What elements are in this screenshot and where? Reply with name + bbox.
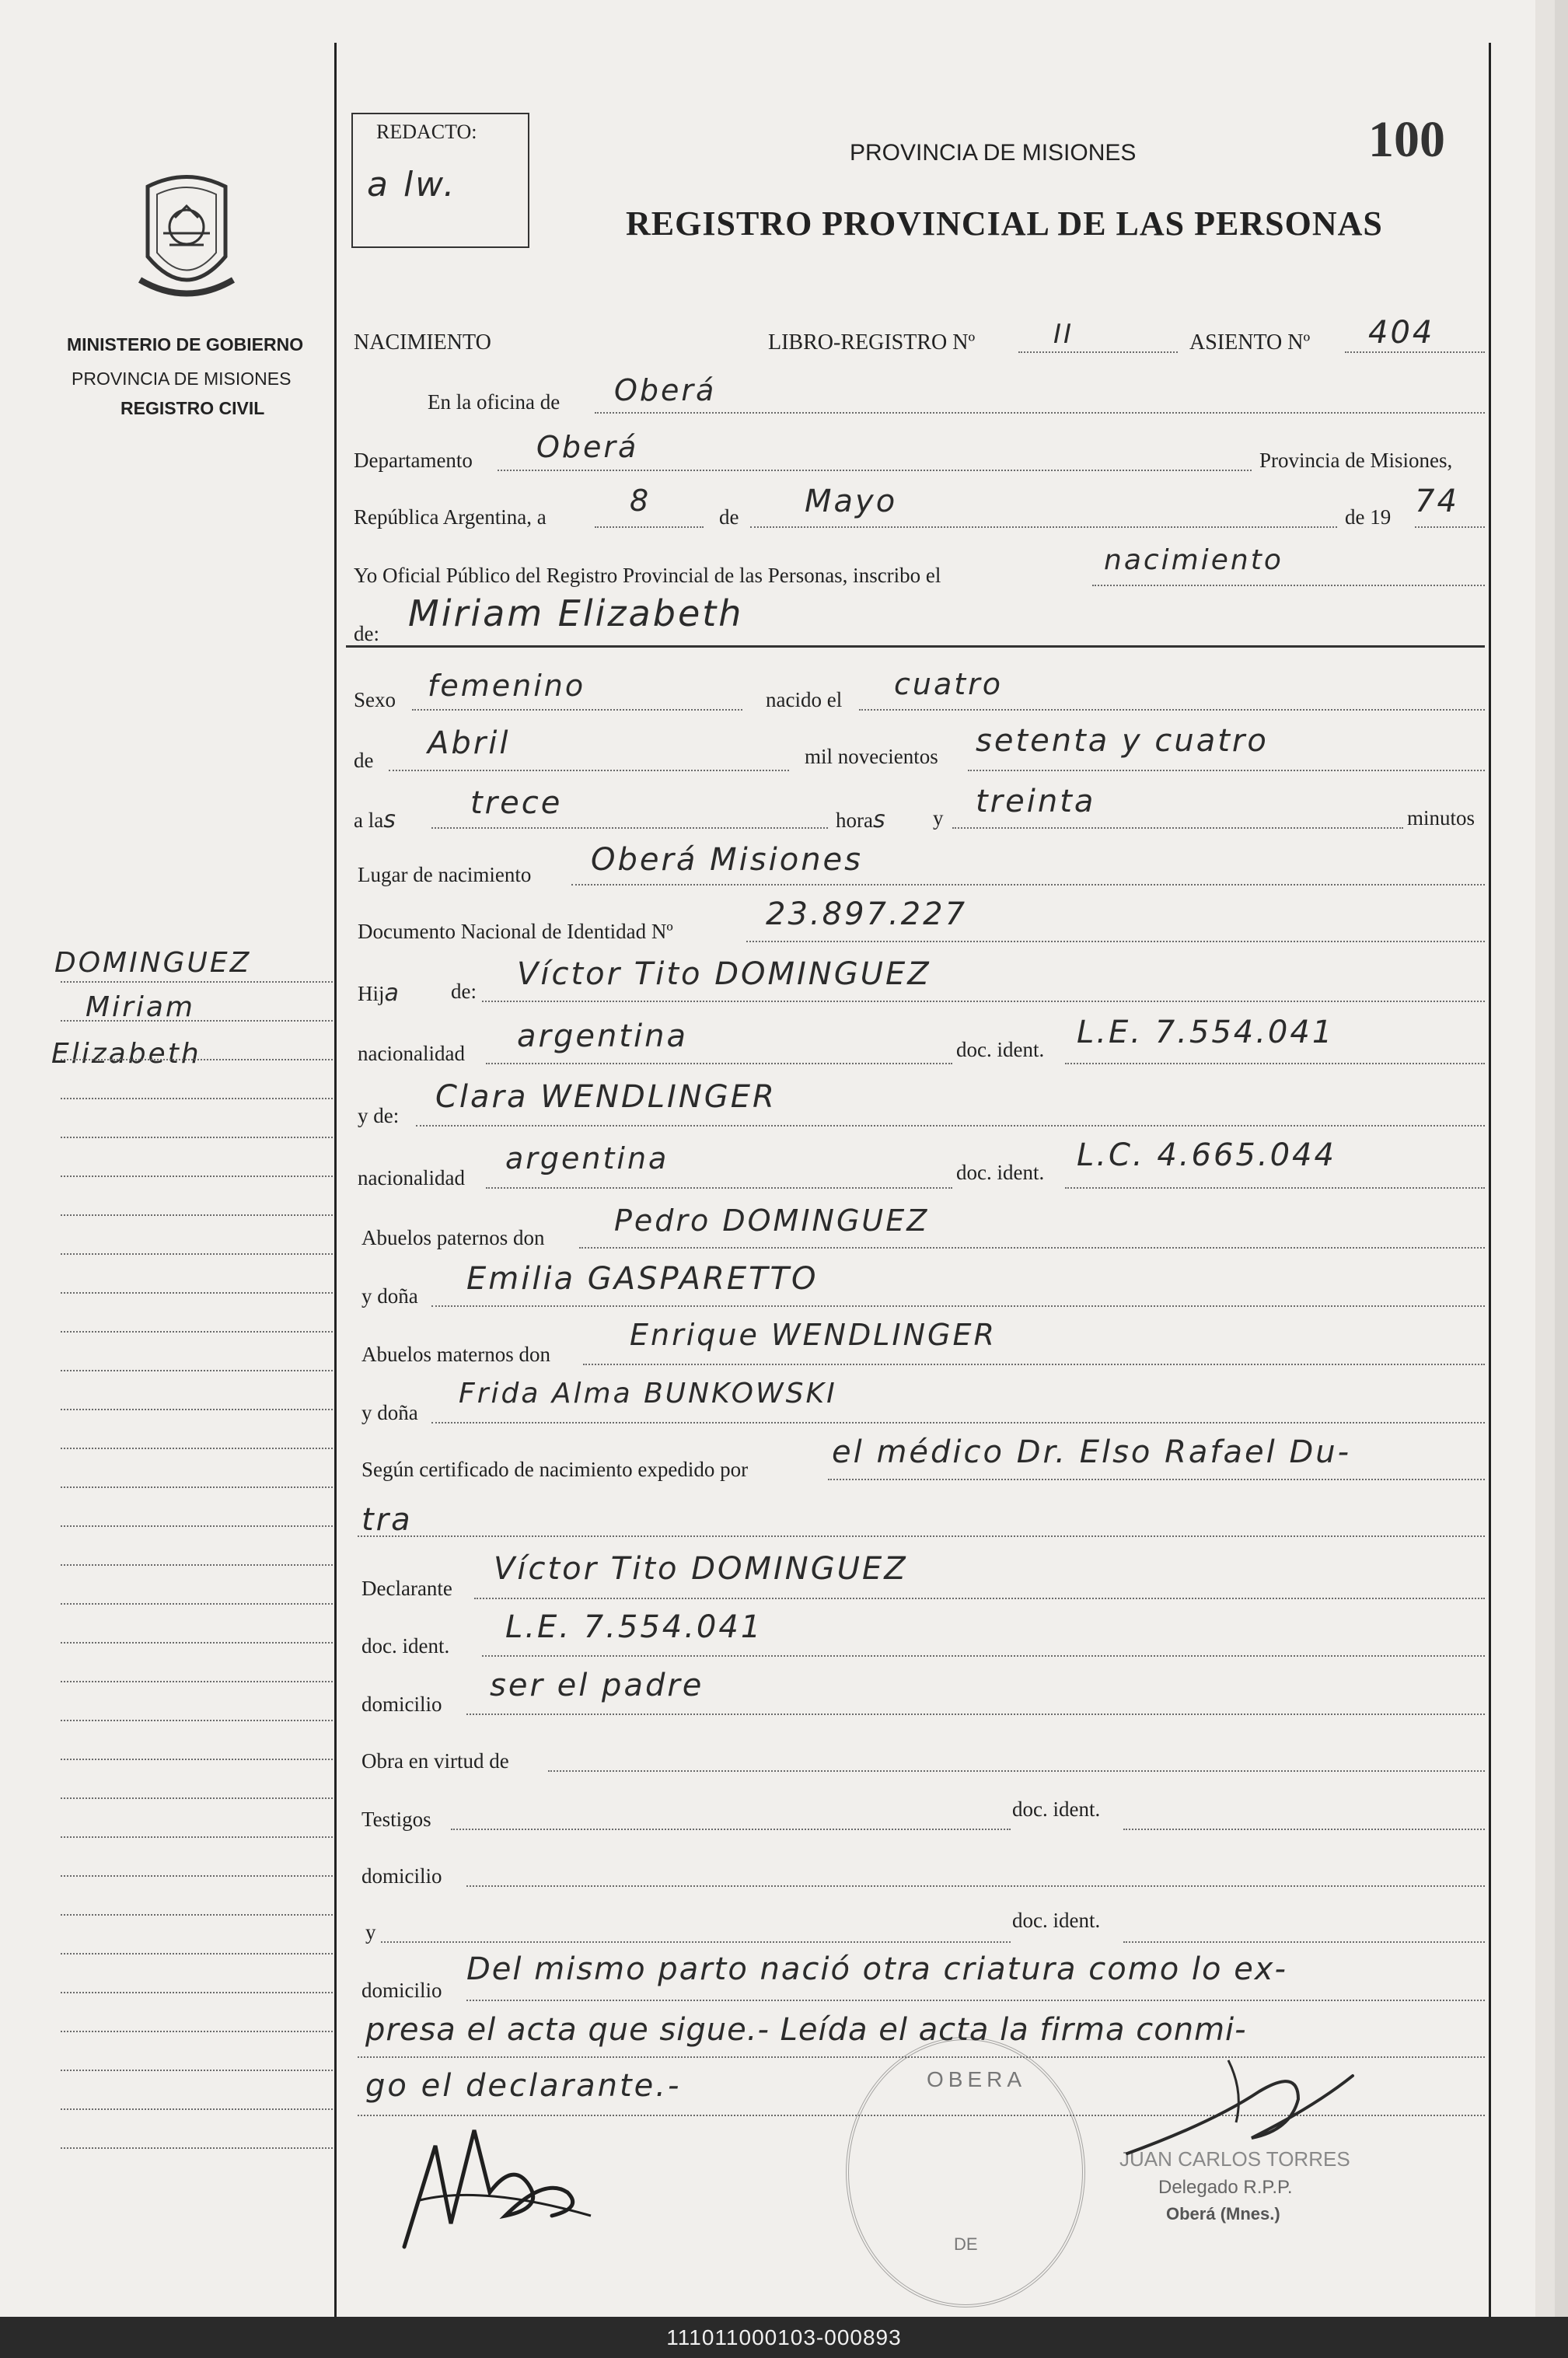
coat-of-arms-icon (132, 171, 241, 311)
asiento-label: ASIENTO Nº (1189, 330, 1311, 355)
oficina-line (595, 412, 1485, 414)
abuelos-paternos-value: Pedro DOMINGUEZ (614, 1203, 930, 1238)
birth-month-value: Abril (428, 725, 511, 761)
day-value: 8 (630, 484, 651, 518)
oficial-line (1092, 585, 1485, 586)
image-id-footer: 111011000103-000893 (0, 2317, 1568, 2358)
oficial-label: Yo Oficial Público del Registro Provincial de las Personas, inscribo el (354, 564, 941, 587)
province-heading: PROVINCIA DE MISIONES (850, 140, 1137, 166)
doc1-label: doc. ident. (956, 1038, 1045, 1061)
sidebar-rule (61, 1331, 333, 1333)
departamento-line (498, 470, 1252, 471)
sidebar-rule (61, 1137, 333, 1138)
minute-value: treinta (976, 784, 1096, 819)
ala-label: a las (354, 806, 398, 833)
oficina-value: Oberá (614, 373, 717, 407)
name-de-label: de: (354, 622, 379, 645)
birth-month-line (389, 770, 789, 771)
libro-label: LIBRO-REGISTRO Nº (768, 330, 976, 355)
sidebar-rule (61, 1875, 333, 1877)
sidebar-rule (61, 1525, 333, 1527)
record-type-label: NACIMIENTO (354, 330, 491, 355)
nacionalidad2-value: argentina (505, 1141, 669, 1176)
nacido-label: nacido el (766, 688, 843, 711)
oficina-label: En la oficina de (428, 390, 560, 414)
domicilio-value: ser el padre (490, 1668, 704, 1703)
y2-doc-line (1123, 1941, 1485, 1943)
obra-line (548, 1770, 1485, 1772)
nacionalidad2-line (486, 1187, 952, 1189)
sidebar-rule (61, 1642, 333, 1644)
nacionalidad1-line (486, 1063, 952, 1064)
oficial-value: nacimiento (1104, 544, 1283, 576)
dni-value: 23.897.227 (766, 896, 968, 932)
nacido-line (859, 709, 1485, 711)
doc1-value: L.E. 7.554.041 (1077, 1015, 1335, 1050)
seal-de: DE (954, 2234, 978, 2254)
certificado-value: el médico Dr. Elso Rafael Du- (832, 1434, 1352, 1470)
y2-label: y (365, 1920, 376, 1944)
doc1-line (1065, 1063, 1485, 1064)
declarante-value: Víctor Tito DOMINGUEZ (494, 1551, 908, 1587)
official-name: JUAN CARLOS TORRES (1119, 2147, 1350, 2171)
sidebar-rule (61, 2108, 333, 2110)
sidebar-rule (61, 1409, 333, 1410)
asiento-line (1345, 351, 1485, 353)
y2-doc-label: doc. ident. (1012, 1909, 1101, 1932)
sidebar-rule (61, 1759, 333, 1760)
year-line (1415, 526, 1485, 528)
abuela-materna-label: y doña (361, 1401, 418, 1424)
redacto-box (351, 113, 529, 248)
left-border-line (334, 43, 337, 2317)
sexo-value: femenino (428, 669, 586, 703)
note-line-2: presa el acta que sigue.- Leída el acta la firma conmi- (365, 2012, 1247, 2048)
official-signature-icon (1119, 2045, 1368, 2169)
departamento-label: Departamento (354, 449, 473, 472)
sidebar-province: PROVINCIA DE MISIONES (72, 369, 292, 389)
declarant-signature-icon (389, 2099, 606, 2255)
seal-word: OBERA (927, 2067, 1027, 2091)
provincia-label: Provincia de Misiones, (1259, 449, 1453, 472)
page-edge-shadow (1555, 0, 1568, 2317)
father-line (482, 1001, 1485, 1002)
certificado-line-2 (358, 1535, 1485, 1537)
doc2-line (1065, 1187, 1485, 1189)
sidebar-civil: REGISTRO CIVIL (120, 398, 265, 418)
declarante-line (474, 1598, 1485, 1599)
sidebar-rule (61, 1914, 333, 1916)
sidebar-rule (61, 2031, 333, 2032)
mother-yde-label: y de: (358, 1104, 400, 1127)
right-border-line (1489, 43, 1491, 2317)
sidebar-rule (61, 1214, 333, 1216)
libro-value: II (1053, 319, 1074, 350)
sidebar-rule (61, 1448, 333, 1449)
testigos-line (451, 1829, 1011, 1830)
abuelos-paternos-line (579, 1247, 1485, 1249)
year-value: 74 (1415, 484, 1459, 519)
asiento-value: 404 (1368, 315, 1435, 351)
abuelos-paternos-label: Abuelos paternos don (361, 1226, 545, 1249)
departamento-value: Oberá (536, 430, 639, 464)
abuela-paterna-label: y doña (361, 1284, 418, 1308)
abuelos-maternos-value: Enrique WENDLINGER (630, 1318, 997, 1352)
birth-month-de-label: de (354, 749, 374, 772)
domicilio3-label: domicilio (361, 1979, 442, 2002)
sidebar-rule (61, 1603, 333, 1605)
sidebar-rule (61, 1486, 333, 1488)
minutos-label: minutos (1407, 806, 1475, 830)
doc2-value: L.C. 4.665.044 (1077, 1137, 1336, 1173)
sidebar-rule (61, 1370, 333, 1371)
name-underline (346, 645, 1485, 648)
y2-line (381, 1941, 1011, 1943)
mil-label: mil novecientos (805, 745, 938, 768)
abuela-materna-value: Frida Alma BUNKOWSKI (459, 1378, 837, 1410)
domicilio-line (466, 1713, 1485, 1715)
lugar-value: Oberá Misiones (591, 842, 864, 878)
page-number: 100 (1368, 111, 1445, 168)
domicilio2-label: domicilio (361, 1864, 442, 1888)
hora-label: horas (836, 806, 888, 833)
dni-line (746, 941, 1485, 942)
birth-year-value: setenta y cuatro (976, 723, 1269, 759)
domicilio-label: domicilio (361, 1693, 442, 1716)
declarante-doc-label: doc. ident. (361, 1634, 450, 1658)
lugar-label: Lugar de nacimiento (358, 863, 532, 886)
nacionalidad1-label: nacionalidad (358, 1042, 465, 1065)
year-label: de 19 (1345, 505, 1392, 529)
obra-label: Obra en virtud de (361, 1749, 509, 1773)
sidebar-rule (61, 1098, 333, 1099)
testigos-doc-label: doc. ident. (1012, 1797, 1101, 1821)
sexo-line (412, 709, 742, 711)
month-value: Mayo (805, 484, 898, 519)
sidebar-rule (61, 2147, 333, 2149)
birth-year-line (968, 770, 1485, 771)
sidebar-ministry: MINISTERIO DE GOBIERNO (67, 334, 304, 355)
sidebar-rule (61, 1797, 333, 1799)
sidebar-rule (61, 2070, 333, 2071)
margin-surname: DOMINGUEZ (54, 947, 252, 979)
nacido-value: cuatro (894, 667, 1004, 701)
declarante-doc-line (482, 1655, 1485, 1657)
note-line-1: Del mismo parto nació otra criatura como lo ex- (466, 1951, 1287, 1987)
abuelos-maternos-line (583, 1364, 1485, 1365)
sidebar-rule (61, 1681, 333, 1682)
domicilio2-line (466, 1885, 1485, 1887)
sidebar-rule (61, 1953, 333, 1955)
margin-middlename: Elizabeth (51, 1038, 201, 1070)
sidebar-rule (61, 1836, 333, 1838)
mother-value: Clara WENDLINGER (435, 1079, 777, 1115)
sidebar-rule (61, 1059, 333, 1060)
certificado-line (828, 1479, 1485, 1480)
name-value: Miriam Elizabeth (408, 592, 744, 634)
sidebar-rule (61, 981, 333, 983)
hijo-label: Hija (358, 980, 401, 1007)
official-title: Delegado R.P.P. (1158, 2177, 1293, 2198)
republica-label: República Argentina, a (354, 505, 547, 529)
abuela-materna-line (431, 1422, 1485, 1424)
certificado-value-2: tra (361, 1502, 413, 1538)
registry-title: REGISTRO PROVINCIAL DE LAS PERSONAS (626, 204, 1383, 243)
month-line (750, 526, 1337, 528)
hour-line (431, 827, 828, 829)
declarante-doc-value: L.E. 7.554.041 (505, 1609, 763, 1645)
sidebar-rule (61, 1020, 333, 1022)
y-minutes-label: y (933, 806, 944, 830)
sidebar-rule (61, 1720, 333, 1721)
margin-firstname: Miriam (86, 991, 195, 1023)
sidebar-rule (61, 1564, 333, 1566)
mother-line (416, 1125, 1485, 1127)
sidebar-rule (61, 1176, 333, 1177)
lugar-line (571, 884, 1485, 886)
abuelos-maternos-label: Abuelos maternos don (361, 1343, 550, 1366)
redacto-label: REDACTO: (376, 121, 477, 143)
sidebar-rule (61, 1292, 333, 1294)
official-seal-stamp (846, 2037, 1085, 2307)
abuela-paterna-line (431, 1305, 1485, 1307)
note-line-3: go el declarante.- (365, 2068, 682, 2104)
abuela-paterna-value: Emilia GASPARETTO (466, 1261, 819, 1297)
testigos-label: Testigos (361, 1808, 431, 1831)
minute-line (952, 827, 1403, 829)
sidebar-rule (61, 1253, 333, 1255)
official-place: Oberá (Mnes.) (1166, 2204, 1280, 2224)
father-value: Víctor Tito DOMINGUEZ (517, 956, 931, 992)
redacto-initials: a lw. (367, 165, 457, 204)
day-line (595, 526, 704, 528)
doc2-label: doc. ident. (956, 1161, 1045, 1184)
libro-line (1018, 351, 1178, 353)
page-edge (1535, 0, 1555, 2317)
nacionalidad2-label: nacionalidad (358, 1166, 465, 1189)
nacionalidad1-value: argentina (517, 1018, 688, 1054)
testigos-doc-line (1123, 1829, 1485, 1830)
dni-label: Documento Nacional de Identidad Nº (358, 920, 673, 943)
certificado-label: Según certificado de nacimiento expedido por (361, 1458, 749, 1481)
hijo-de-label: de: (451, 980, 477, 1003)
sexo-label: Sexo (354, 688, 396, 711)
hour-value: trece (470, 785, 563, 821)
sidebar-rule (61, 1992, 333, 1993)
declarante-label: Declarante (361, 1577, 452, 1600)
month-de-label: de (719, 505, 739, 529)
domicilio3-line (466, 2000, 1485, 2001)
